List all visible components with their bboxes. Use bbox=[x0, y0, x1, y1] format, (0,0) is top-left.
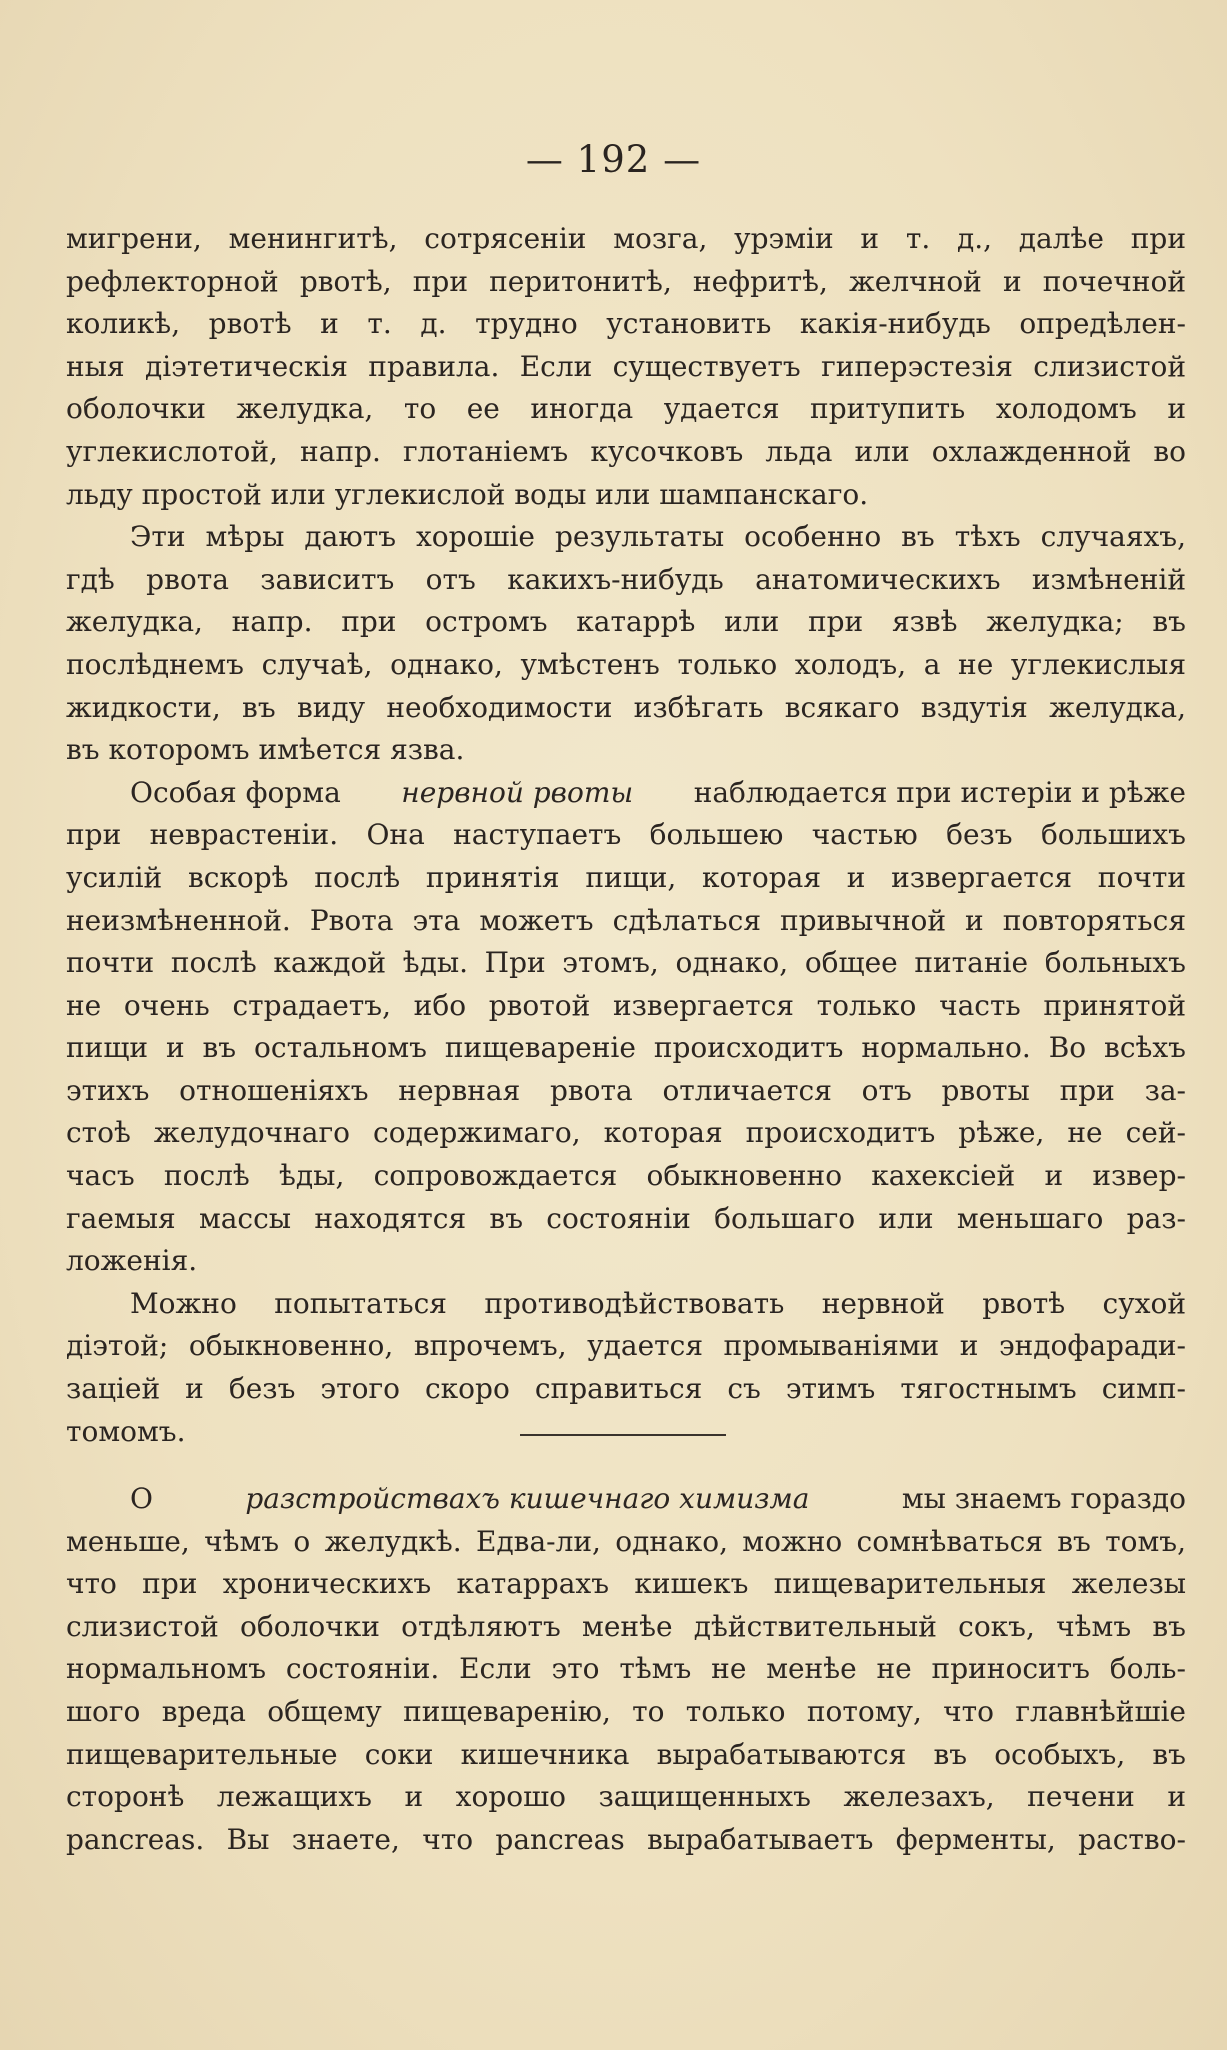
text-line: pancreas. Вы знаете, что pancreas вырабатываетъ ферменты, раство- bbox=[66, 1822, 1186, 1856]
text-line: гдѣ рвота зависитъ отъ какихъ-нибудь анатомическихъ измѣненій bbox=[66, 562, 1186, 596]
text-line: что при хроническихъ катаррахъ кишекъ пищеварительныя железы bbox=[66, 1567, 1186, 1601]
text-run: мы знаемъ гораздо bbox=[901, 1482, 1186, 1515]
text-line: при неврастеніи. Она наступаетъ большею частью безъ большихъ bbox=[66, 818, 1186, 852]
text-line: усилій вскорѣ послѣ принятія пищи, которая и извергается почти bbox=[66, 860, 1186, 894]
text-line: въ которомъ имѣется язва. bbox=[66, 733, 465, 767]
text-line: пищи и въ остальномъ пищевареніе происходитъ нормально. Во всѣхъ bbox=[66, 1031, 1186, 1065]
text-line: меньше, чѣмъ о желудкѣ. Едва-ли, однако, можно сомнѣваться въ томъ, bbox=[66, 1524, 1186, 1558]
text-line: томомъ. bbox=[66, 1414, 186, 1448]
paragraph-continuation bbox=[66, 218, 1186, 516]
text-line: Эти мѣры даютъ хорошіе результаты особенно въ тѣхъ случаяхъ, bbox=[130, 520, 1186, 554]
italic-term: нервной рвоты bbox=[401, 775, 634, 809]
text-line: стоѣ желудочнаго содержимаго, которая происходитъ рѣже, не сей- bbox=[66, 1116, 1186, 1150]
text-run: наблюдается при истеріи и рѣже bbox=[693, 775, 1186, 809]
text-line: часъ послѣ ѣды, сопровождается обыкновенно кахексіей и извер- bbox=[66, 1159, 1186, 1193]
text-line: послѣднемъ случаѣ, однако, умѣстенъ только холодъ, а не углекислыя bbox=[66, 647, 1186, 681]
text-line: желудка, напр. при остромъ катаррѣ или при язвѣ желудка; въ bbox=[66, 605, 1186, 639]
text-line: Можно попытаться противодѣйствовать нервной рвотѣ сухой bbox=[130, 1286, 1186, 1320]
text-line: гаемыя массы находятся въ состояніи большаго или меньшаго раз- bbox=[66, 1201, 1186, 1235]
text-line: почти послѣ каждой ѣды. При этомъ, однако, общее питаніе больныхъ bbox=[66, 946, 1186, 980]
text-line: слизистой оболочки отдѣляютъ менѣе дѣйствительный сокъ, чѣмъ въ bbox=[66, 1609, 1186, 1643]
text-line: діэтой; обыкновенно, впрочемъ, удается промываніями и эндофаради- bbox=[66, 1329, 1186, 1363]
text-line: ложенія. bbox=[66, 1244, 198, 1278]
italic-term: разстройствахъ кишечнаго химизма bbox=[245, 1482, 810, 1515]
text-run: Особая форма bbox=[130, 775, 341, 809]
text-line: сторонѣ лежащихъ и хорошо защищенныхъ железахъ, печени и bbox=[66, 1780, 1186, 1814]
text-line: нормальномъ состояніи. Если это тѣмъ не менѣе не приноситъ боль- bbox=[66, 1652, 1186, 1686]
text-line: мигрени, менингитѣ, сотрясеніи мозга, урэміи и т. д., далѣе при bbox=[66, 222, 1186, 255]
paragraph-nervous-vomiting bbox=[66, 772, 1186, 1283]
text-line: заціей и безъ этого скоро справиться съ этимъ тягостнымъ симп- bbox=[66, 1372, 1186, 1406]
text-block-lower bbox=[66, 1478, 1186, 1861]
paragraph-counteract bbox=[66, 1283, 1186, 1453]
text-line: льду простой или углекислой воды или шампанскаго. bbox=[66, 477, 869, 511]
text-line: жидкости, въ виду необходимости избѣгать всякаго вздутія желудка, bbox=[66, 690, 1186, 724]
text-line: неизмѣненной. Рвота эта можетъ сдѣлаться привычной и повторяться bbox=[66, 903, 1186, 937]
paragraph-measures bbox=[66, 516, 1186, 772]
page-number: — 192 — bbox=[525, 138, 702, 181]
text-line: этихъ отношеніяхъ нервная рвота отличается отъ рвоты при за- bbox=[66, 1073, 1186, 1107]
paragraph-intestinal-chemistry bbox=[66, 1478, 1186, 1861]
text-line: рефлекторной рвотѣ, при перитонитѣ, нефритѣ, желчной и почечной bbox=[66, 264, 1186, 298]
text-line: шого вреда общему пищеваренію, то только потому, что главнѣйшіе bbox=[66, 1694, 1186, 1728]
text-line: пищеварительные соки кишечника вырабатываются въ особыхъ, въ bbox=[66, 1737, 1186, 1771]
text-line: ныя діэтетическія правила. Если существуетъ гиперэстезія слизистой bbox=[66, 349, 1186, 383]
text-line: углекислотой, напр. глотаніемъ кусочковъ льда или охлажденной во bbox=[66, 434, 1186, 468]
text-line: коликѣ, рвотѣ и т. д. трудно установить какія-нибудь опредѣлен- bbox=[66, 307, 1186, 341]
text-line-with-italic bbox=[66, 772, 1186, 815]
text-block-upper bbox=[66, 218, 1186, 1453]
text-line: оболочки желудка, то ее иногда удается притупить холодомъ и bbox=[66, 392, 1186, 426]
text-run: О bbox=[130, 1482, 153, 1515]
text-line-with-italic bbox=[66, 1478, 1186, 1521]
text-line: не очень страдаетъ, ибо рвотой извергается только часть принятой bbox=[66, 988, 1186, 1022]
section-divider bbox=[520, 1434, 726, 1436]
